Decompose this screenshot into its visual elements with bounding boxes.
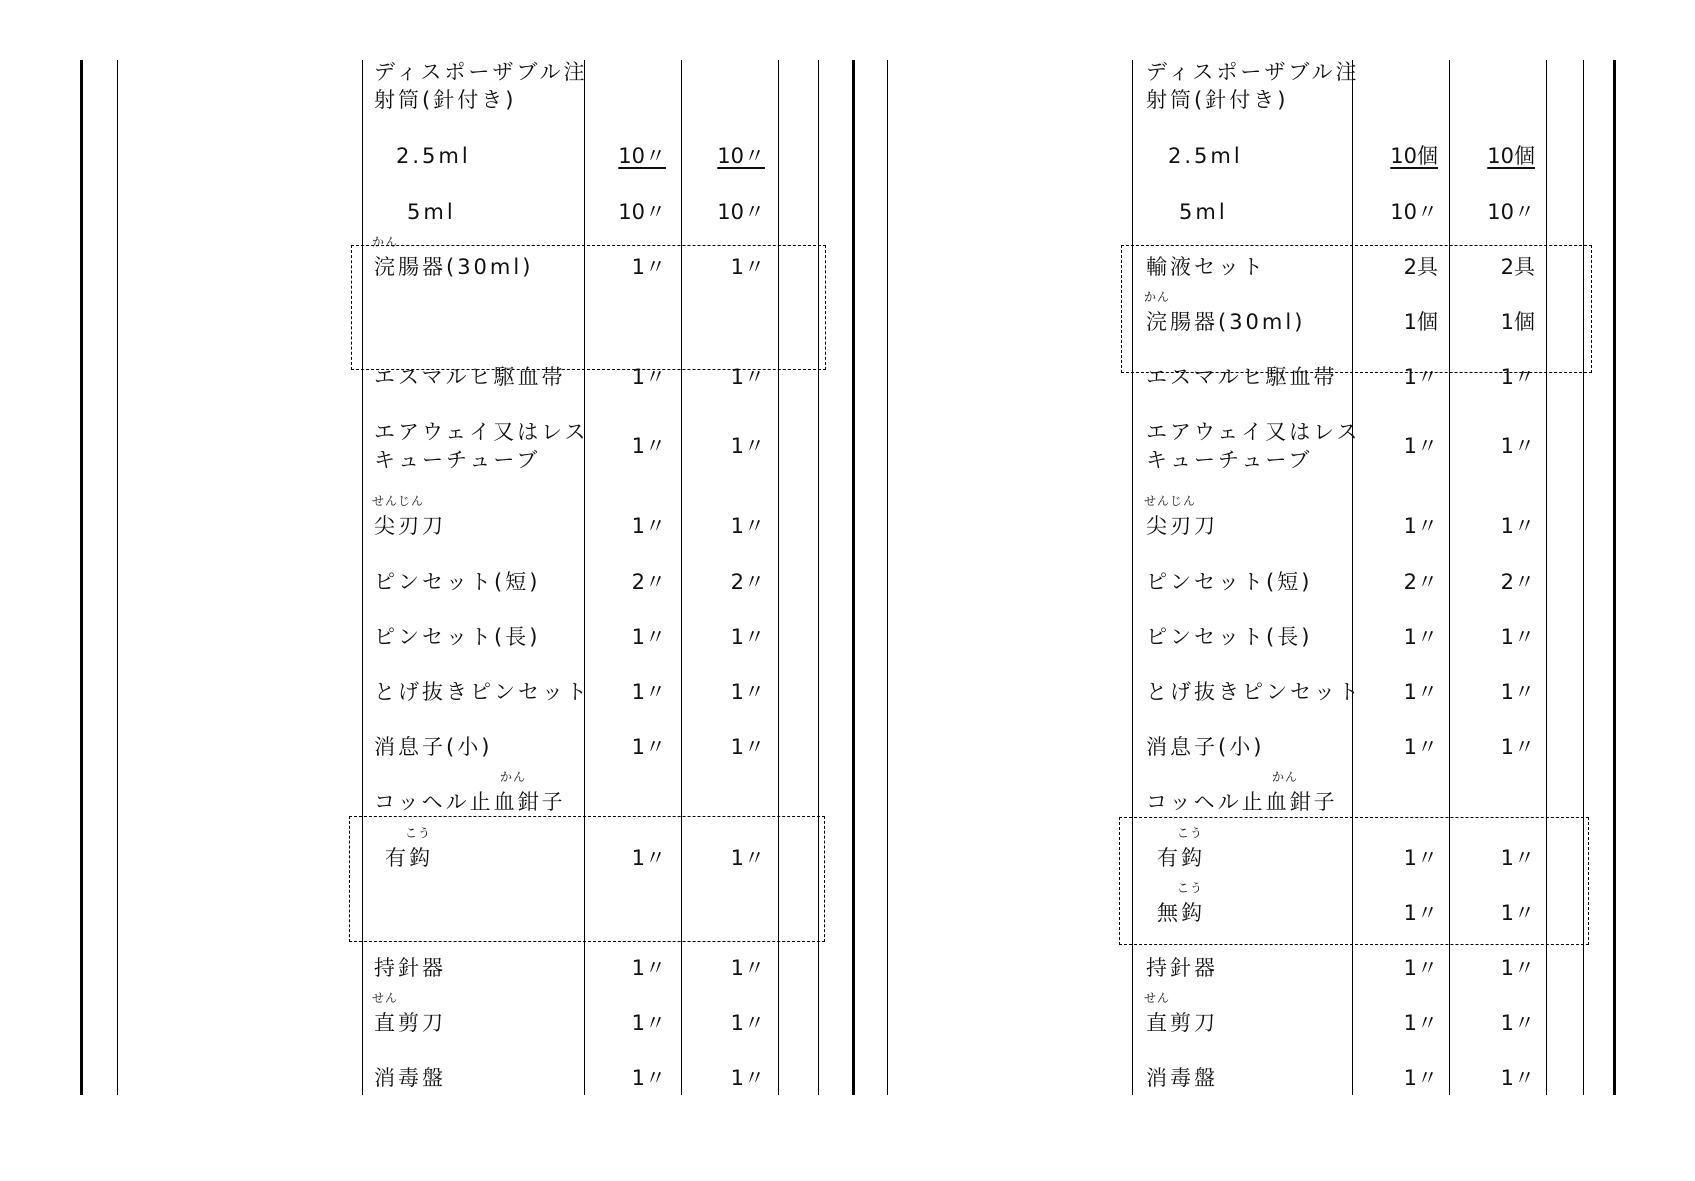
quantity-col-1: 1〃 — [1403, 956, 1438, 980]
quantity-col-2: 1〃 — [1500, 735, 1535, 759]
item-name: エスマルヒ駆血帯 — [374, 365, 566, 389]
quantity-col-1: 1〃 — [631, 365, 666, 389]
border-line — [1613, 60, 1616, 1095]
item-name: とげ抜きピンセット — [374, 680, 590, 704]
ruby-reading: せん — [372, 991, 399, 1005]
quantity-col-1: 1〃 — [1403, 625, 1438, 649]
item-name: 5ml — [1179, 200, 1228, 224]
item-name: 浣腸器(30ml) — [1146, 310, 1306, 334]
item-name: コッヘル止血鉗子 — [1146, 790, 1338, 814]
item-name: 無鈎 — [1157, 901, 1205, 925]
quantity-col-2: 1個 — [1500, 310, 1535, 334]
ruby-reading: こう — [405, 826, 432, 840]
quantity-col-1: 1〃 — [1403, 901, 1438, 925]
quantity-col-2: 2具 — [1500, 255, 1535, 279]
quantity-col-1: 1〃 — [1403, 1066, 1438, 1090]
ruby-reading: かん — [1144, 290, 1171, 304]
ruby-reading: こう — [1177, 826, 1204, 840]
quantity-col-1: 1〃 — [631, 434, 666, 458]
quantity-col-1: 1〃 — [1403, 846, 1438, 870]
quantity-col-2: 2〃 — [730, 570, 765, 594]
item-name: ピンセット(長) — [1146, 625, 1313, 649]
quantity-col-1: 1〃 — [1403, 514, 1438, 538]
item-name: 浣腸器(30ml) — [374, 255, 534, 279]
quantity-col-2: 10〃 — [1487, 200, 1535, 224]
item-name: キューチューブ — [374, 448, 541, 472]
quantity-col-1: 1〃 — [631, 1066, 666, 1090]
quantity-col-1: 1〃 — [631, 680, 666, 704]
ruby-reading: かん — [1272, 770, 1299, 784]
quantity-col-2: 1〃 — [730, 365, 765, 389]
quantity-col-1: 1〃 — [631, 956, 666, 980]
quantity-col-2: 1〃 — [730, 434, 765, 458]
quantity-col-1: 1〃 — [631, 625, 666, 649]
item-name: 有鈎 — [385, 846, 433, 870]
item-name: ディスポーザブル注 — [1146, 60, 1360, 84]
item-name: とげ抜きピンセット — [1146, 680, 1362, 704]
rule-line — [887, 60, 888, 1095]
quantity-col-1: 1〃 — [1403, 680, 1438, 704]
ruby-reading: かん — [372, 235, 399, 249]
quantity-col-2: 1〃 — [1500, 901, 1535, 925]
quantity-col-2: 1〃 — [1500, 514, 1535, 538]
quantity-col-2: 1〃 — [1500, 434, 1535, 458]
item-name: エスマルヒ駆血帯 — [1146, 365, 1338, 389]
quantity-col-2: 1〃 — [730, 735, 765, 759]
quantity-col-2: 10〃 — [717, 144, 765, 168]
ruby-reading: せんじん — [1144, 494, 1197, 508]
quantity-col-2: 1〃 — [730, 956, 765, 980]
quantity-col-1: 1〃 — [631, 514, 666, 538]
quantity-col-1: 1〃 — [631, 846, 666, 870]
quantity-col-2: 1〃 — [1500, 1011, 1535, 1035]
item-name: 消毒盤 — [1146, 1066, 1218, 1090]
item-name: ピンセット(短) — [1146, 570, 1313, 594]
quantity-col-1: 10〃 — [618, 200, 666, 224]
ruby-reading: せんじん — [372, 494, 425, 508]
quantity-col-1: 10〃 — [618, 144, 666, 168]
item-name: 射筒(針付き) — [1146, 88, 1289, 112]
quantity-col-1: 1〃 — [631, 1011, 666, 1035]
item-name: 輸液セット — [1146, 255, 1266, 279]
quantity-col-2: 1〃 — [1500, 680, 1535, 704]
quantity-col-1: 2〃 — [631, 570, 666, 594]
quantity-col-2: 1〃 — [730, 255, 765, 279]
quantity-col-2: 1〃 — [730, 846, 765, 870]
item-name: 消息子(小) — [1146, 735, 1265, 759]
item-name: エアウェイ又はレス — [1146, 420, 1361, 444]
item-name: キューチューブ — [1146, 448, 1313, 472]
quantity-col-1: 1〃 — [1403, 365, 1438, 389]
item-name: 有鈎 — [1157, 846, 1205, 870]
item-name: ピンセット(短) — [374, 570, 541, 594]
item-name: 持針器 — [1146, 956, 1218, 980]
item-name: エアウェイ又はレス — [374, 420, 589, 444]
quantity-col-2: 1〃 — [730, 680, 765, 704]
quantity-col-2: 1〃 — [730, 1066, 765, 1090]
quantity-col-1: 1〃 — [1403, 1011, 1438, 1035]
quantity-col-1: 2具 — [1403, 255, 1438, 279]
item-name: 射筒(針付き) — [374, 88, 517, 112]
quantity-col-1: 1〃 — [1403, 735, 1438, 759]
quantity-col-2: 1〃 — [1500, 846, 1535, 870]
ruby-reading: こう — [1177, 881, 1204, 895]
item-name: 2.5ml — [1168, 144, 1243, 168]
item-name: ピンセット(長) — [374, 625, 541, 649]
quantity-col-2: 1〃 — [730, 1011, 765, 1035]
quantity-col-2: 1〃 — [1500, 365, 1535, 389]
quantity-col-2: 1〃 — [1500, 625, 1535, 649]
border-line — [852, 60, 855, 1095]
item-name: 5ml — [407, 200, 456, 224]
item-name: 持針器 — [374, 956, 446, 980]
quantity-col-2: 1〃 — [1500, 956, 1535, 980]
item-name: 消毒盤 — [374, 1066, 446, 1090]
item-name: 直剪刀 — [374, 1011, 446, 1035]
quantity-col-1: 2〃 — [1403, 570, 1438, 594]
quantity-col-1: 1〃 — [631, 735, 666, 759]
item-name: コッヘル止血鉗子 — [374, 790, 566, 814]
quantity-col-2: 2〃 — [1500, 570, 1535, 594]
ruby-reading: せん — [1144, 991, 1171, 1005]
item-name: 2.5ml — [396, 144, 471, 168]
quantity-col-2: 1〃 — [1500, 1066, 1535, 1090]
quantity-col-1: 1〃 — [1403, 434, 1438, 458]
item-name: 消息子(小) — [374, 735, 493, 759]
quantity-col-2: 10〃 — [717, 200, 765, 224]
quantity-col-2: 1〃 — [730, 625, 765, 649]
quantity-col-1: 10〃 — [1390, 200, 1438, 224]
quantity-col-1: 10個 — [1390, 144, 1438, 168]
quantity-col-1: 1個 — [1403, 310, 1438, 334]
quantity-col-2: 10個 — [1487, 144, 1535, 168]
quantity-col-2: 1〃 — [730, 514, 765, 538]
item-name: 尖刃刀 — [374, 514, 446, 538]
ruby-reading: かん — [500, 770, 527, 784]
quantity-col-1: 1〃 — [631, 255, 666, 279]
item-name: 直剪刀 — [1146, 1011, 1218, 1035]
item-name: ディスポーザブル注 — [374, 60, 588, 84]
item-name: 尖刃刀 — [1146, 514, 1218, 538]
